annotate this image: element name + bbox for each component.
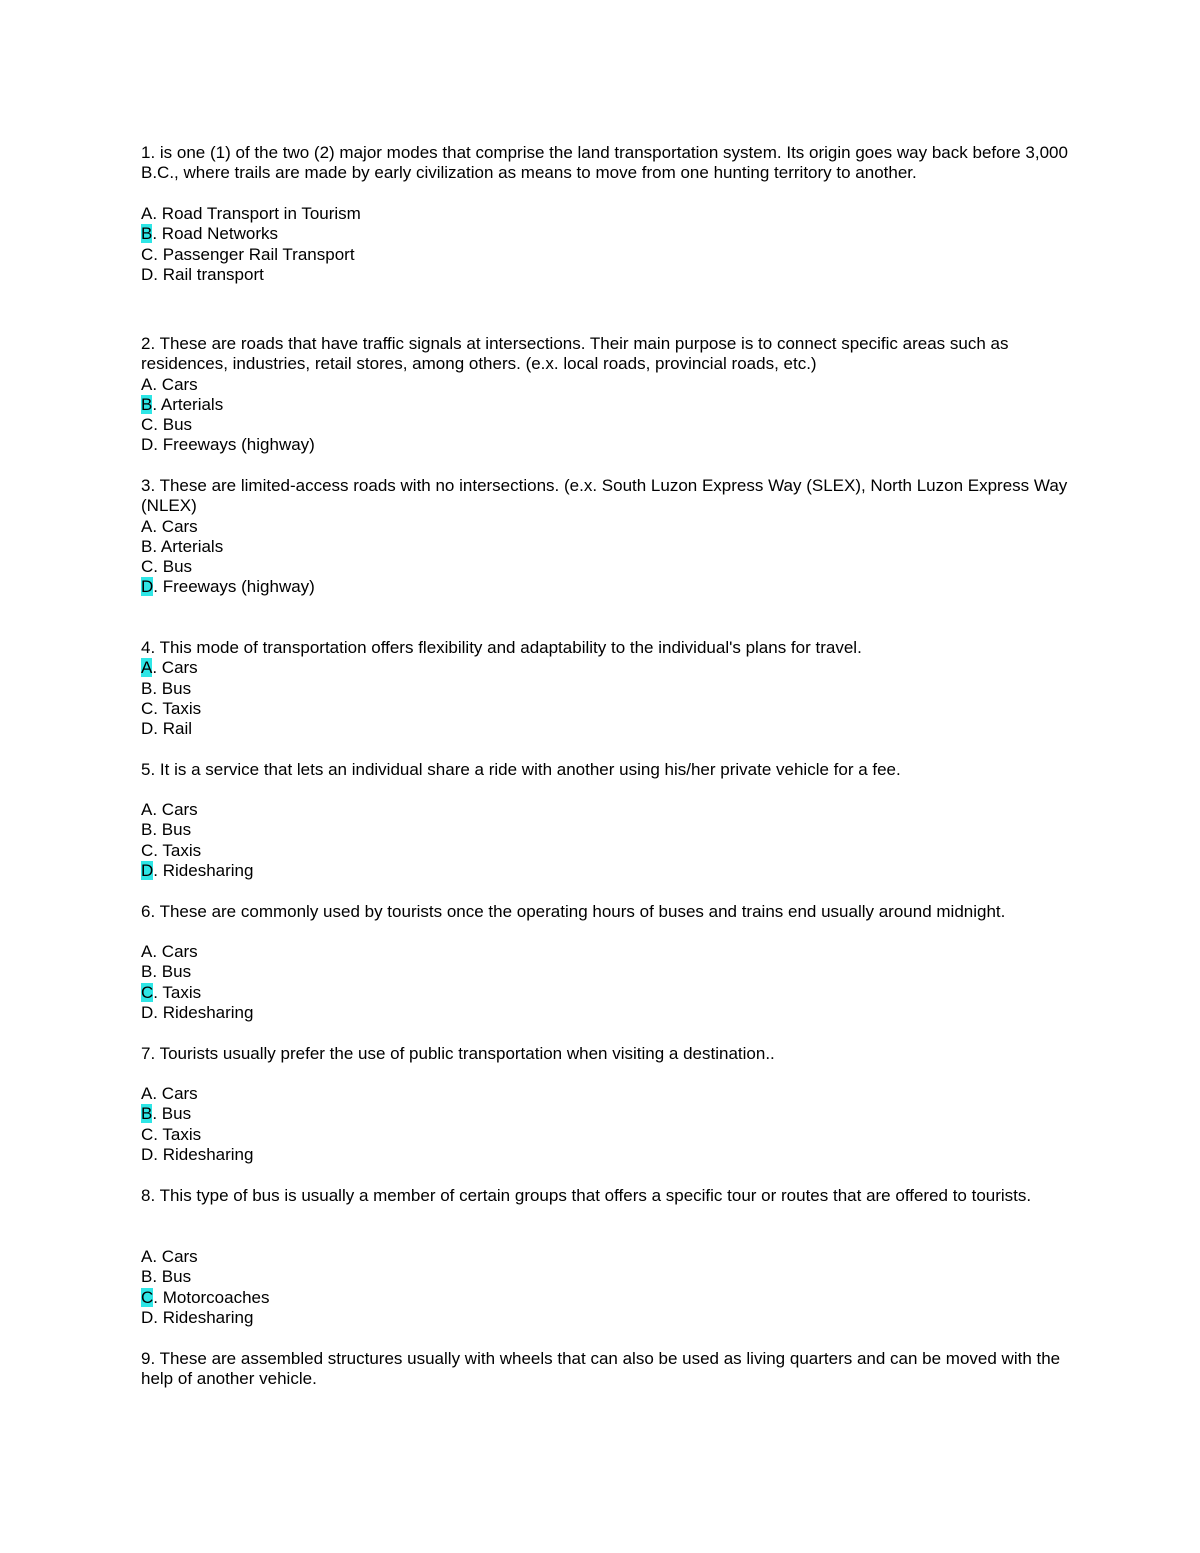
option-text: . Taxis — [153, 1124, 202, 1144]
option-c — [141, 557, 1071, 577]
option-a — [141, 658, 1071, 678]
answer-highlight: B — [141, 1104, 153, 1124]
answer-highlight: D — [141, 860, 154, 880]
option-letter: D — [141, 435, 154, 455]
question-text: 9. These are assembled structures usually with wheels that can also be used as living quarters and can be moved with the help of another vehicle. — [141, 1349, 1061, 1389]
option-text: . Taxis — [153, 840, 202, 860]
option-b — [141, 537, 1071, 557]
option-a — [141, 942, 1071, 962]
question-1 — [141, 143, 1071, 184]
option-d — [141, 861, 1071, 881]
option-b — [141, 820, 1071, 840]
option-d — [141, 719, 1071, 739]
option-b — [141, 1104, 1071, 1124]
option-c — [141, 841, 1071, 861]
option-a — [141, 1247, 1071, 1267]
option-b — [141, 224, 1071, 244]
option-text: . Cars — [152, 800, 198, 819]
option-letter: B — [141, 820, 153, 840]
option-letter: D — [141, 1307, 154, 1327]
option-text: . Ridesharing — [153, 1144, 254, 1164]
option-d — [141, 435, 1071, 455]
option-text: . Ridesharing — [153, 860, 254, 880]
option-text: . Bus — [152, 962, 192, 982]
question-text: 2. These are roads that have traffic signals at intersections. Their main purpose is to connect specific areas such as residences, industries, retail stores, among others. (e.x. local roads, provincial roads, etc.) — [141, 334, 1009, 374]
option-text: . Taxis — [153, 982, 202, 1002]
question-text: 5. It is a service that lets an individual share a ride with another using his/her private vehicle for a fee. — [141, 760, 901, 779]
option-c — [141, 415, 1071, 435]
question-5-options — [141, 800, 1071, 881]
option-b — [141, 679, 1071, 699]
option-c — [141, 1288, 1071, 1308]
option-text: . Motorcoaches — [153, 1287, 270, 1307]
question-3 — [141, 476, 1071, 598]
option-a — [141, 204, 1071, 224]
option-letter: A — [141, 374, 153, 394]
option-text: . Cars — [152, 942, 198, 961]
question-text: 3. These are limited-access roads with no intersections. (e.x. South Luzon Express Way (SLEX), North Luzon Express Way (NLEX) — [141, 476, 1068, 516]
question-text: 4. This mode of transportation offers flexibility and adaptability to the individual's plans for travel. — [141, 638, 862, 657]
option-letter: B — [141, 1267, 153, 1287]
option-letter: B — [141, 962, 153, 982]
option-text: . Bus — [153, 557, 193, 577]
option-c — [141, 699, 1071, 719]
answer-highlight: A — [141, 658, 153, 678]
option-b — [141, 1267, 1071, 1287]
answer-highlight: C — [141, 982, 154, 1002]
question-8 — [141, 1186, 1071, 1206]
option-text: . Road Networks — [152, 224, 279, 244]
option-letter: A — [141, 1247, 153, 1266]
question-text: 8. This type of bus is usually a member of certain groups that offers a specific tour or routes that are offered to tourists. — [141, 1186, 1032, 1205]
question-2 — [141, 334, 1071, 456]
option-d — [141, 265, 1071, 285]
option-letter: D — [141, 1002, 154, 1022]
question-1-options — [141, 204, 1071, 285]
option-text: . Cars — [152, 374, 198, 394]
option-text: . Rail transport — [153, 264, 264, 284]
option-d — [141, 577, 1071, 597]
option-text: . Bus — [152, 1104, 192, 1124]
question-6 — [141, 902, 1071, 922]
option-c — [141, 1125, 1071, 1145]
option-letter: D — [141, 264, 154, 284]
option-text: . Bus — [153, 415, 193, 435]
option-letter: D — [141, 719, 154, 739]
option-letter: C — [141, 698, 154, 718]
option-text: . Bus — [152, 678, 192, 698]
option-d — [141, 1145, 1071, 1165]
answer-highlight: C — [141, 1287, 154, 1307]
option-letter: A — [141, 204, 153, 223]
option-text: . Ridesharing — [153, 1002, 254, 1022]
option-text: . Freeways (highway) — [153, 577, 315, 597]
option-text: . Rail — [153, 719, 193, 739]
option-letter: C — [141, 840, 154, 860]
question-6-options — [141, 942, 1071, 1023]
option-c — [141, 983, 1071, 1003]
option-text: . Cars — [152, 658, 198, 678]
option-text: . Ridesharing — [153, 1307, 254, 1327]
question-9 — [141, 1349, 1071, 1390]
question-7 — [141, 1044, 1071, 1064]
answer-highlight: D — [141, 577, 154, 597]
question-5 — [141, 760, 1071, 780]
option-d — [141, 1003, 1071, 1023]
option-letter: A — [141, 516, 153, 536]
question-7-options — [141, 1084, 1071, 1165]
option-text: . Cars — [152, 1247, 198, 1266]
question-text: 6. These are commonly used by tourists once the operating hours of buses and trains end usually around midnight. — [141, 902, 1006, 921]
option-letter: B — [141, 536, 153, 556]
option-letter: A — [141, 800, 153, 819]
option-letter: A — [141, 942, 153, 961]
option-letter: D — [141, 1144, 154, 1164]
option-letter: C — [141, 244, 154, 264]
option-letter: C — [141, 415, 154, 435]
option-text: . Freeways (highway) — [153, 435, 315, 455]
option-text: . Bus — [152, 820, 192, 840]
option-b — [141, 962, 1071, 982]
option-text: . Arterials — [152, 536, 224, 556]
option-text: . Cars — [152, 1084, 198, 1103]
option-text: . Road Transport in Tourism — [152, 204, 361, 223]
option-d — [141, 1308, 1071, 1328]
option-text: . Taxis — [153, 698, 202, 718]
option-letter: B — [141, 678, 153, 698]
question-8-options — [141, 1247, 1071, 1328]
answer-highlight: B — [141, 394, 153, 414]
option-letter: A — [141, 1084, 153, 1103]
option-text: . Bus — [152, 1267, 192, 1287]
option-a — [141, 375, 1071, 395]
option-a — [141, 1084, 1071, 1104]
option-text: . Arterials — [152, 394, 224, 414]
option-b — [141, 395, 1071, 415]
answer-highlight: B — [141, 224, 153, 244]
option-a — [141, 800, 1071, 820]
question-4 — [141, 638, 1071, 739]
option-c — [141, 245, 1071, 265]
option-text: . Cars — [152, 516, 198, 536]
option-letter: C — [141, 557, 154, 577]
option-text: . Passenger Rail Transport — [153, 244, 355, 264]
question-text: 1. is one (1) of the two (2) major modes that comprise the land transportation system. Its origin goes way back before 3,000 B.C., where trails are made by early civilization as means to move from one hunting territory to another. — [141, 143, 1068, 183]
option-a — [141, 517, 1071, 537]
question-text: 7. Tourists usually prefer the use of public transportation when visiting a destination.. — [141, 1044, 775, 1063]
option-letter: C — [141, 1124, 154, 1144]
